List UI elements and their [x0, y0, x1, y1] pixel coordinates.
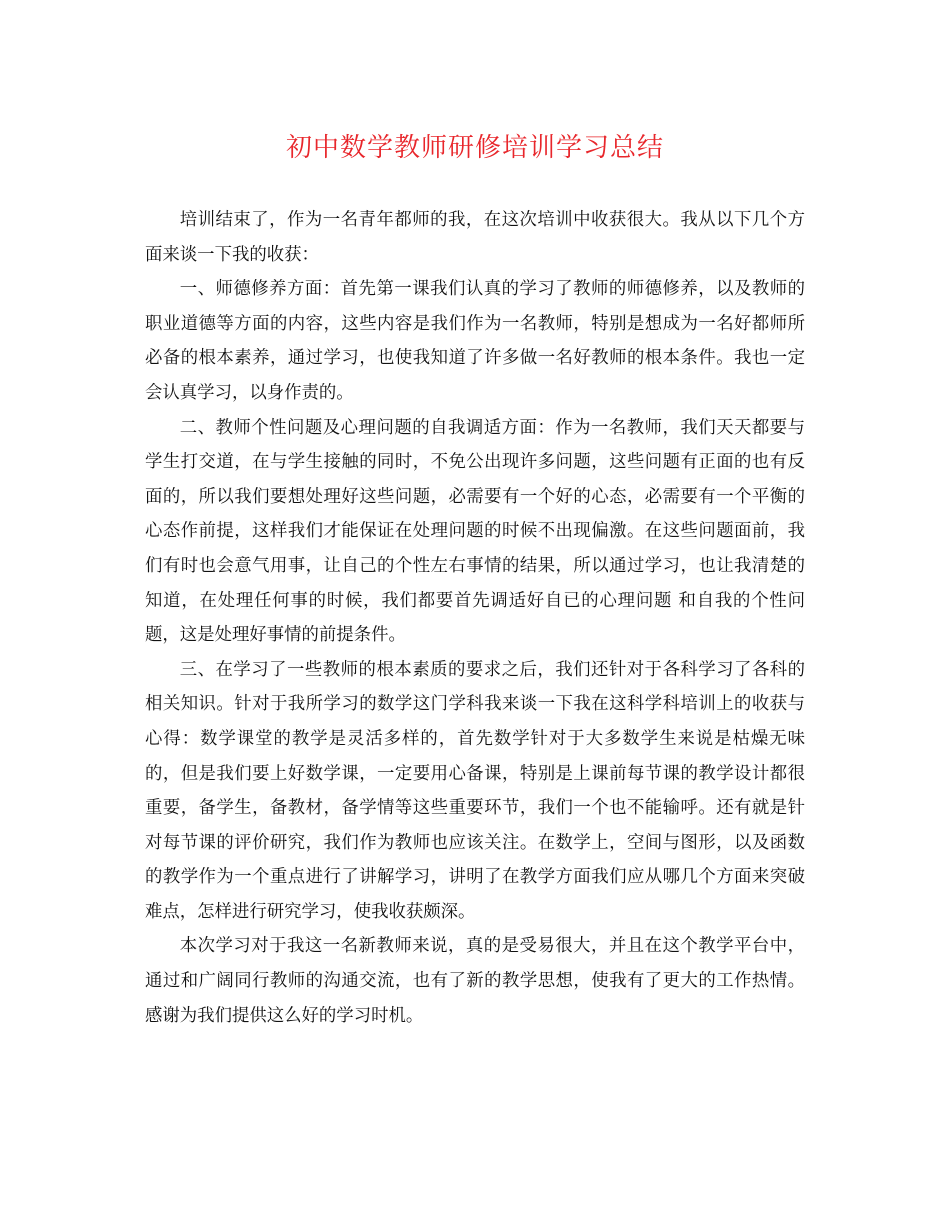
paragraph-intro: 培训结束了，作为一名青年都师的我，在这次培训中收获很大。我从以下几个方面来谈一下我的收获：: [145, 210, 805, 265]
document-title: 初中数学教师研修培训学习总结: [285, 133, 664, 163]
paragraph-conclusion: 本次学习对于我这一名新教师来说，真的是受易很大，并且在这个教学平台中，通过和广阔同行教师的沟通交流，也有了新的教学思想，使我有了更大的工作热情。感谢为我们提供这么好的学习时机。: [145, 936, 805, 1026]
paragraph-personality: 二、教师个性问题及心理问题的自我调适方面：作为一名教师，我们天天都要与学生打交道，在与学生接触的同时，不免公出现许多问题，这些问题有正面的也有反面的，所以我们要想处理好这些问题，必需要有一个好的心态，必需要有一个平衡的心态作前提，这样我们才能保证在处理问题的时候不出现偏激。在这些问题面前，我们有时也会意气用事，让自己的个性左右事情的结果，所以通过学习，也让我清楚的知道，在处理任何事的时候，我们都要首先调适好自已的心理问题 和自我的个性问题，这是处理好事情的前提条件。: [145, 417, 805, 646]
paragraph-ethics: 一、师德修养方面：首先第一课我们认真的学习了教师的师德修养，以及教师的职业道德等方面的内容，这些内容是我们作为一名教师，特别是想成为一名好都师所必备的根本素养，通过学习，也使我知道了许多做一名好教师的根本条件。我也一定会认真学习，以身作责的。: [145, 279, 805, 403]
paragraph-math: 三、在学习了一些教师的根本素质的要求之后，我们还针对于各科学习了各科的相关知识。针对于我所学习的数学这门学科我来谈一下我在这科学科培训上的收获与心得：数学课堂的教学是灵活多样的，首先数学针对于大多数学生来说是枯燥无味的，但是我们要上好数学课，一定要用心备课，特别是上课前每节课的教学设计都很重要，备学生，备教材，备学情等这些重要环节，我们一个也不能输呼。还有就是针对每节课的评价研究，我们作为教师也应该关注。在数学上，空间与图形，以及函数的教学作为一个重点进行了讲解学习，讲明了在教学方面我们应从哪几个方面来突破难点，怎样进行研究学习，使我收获颇深。: [145, 659, 805, 922]
document-body: [145, 203, 805, 1033]
